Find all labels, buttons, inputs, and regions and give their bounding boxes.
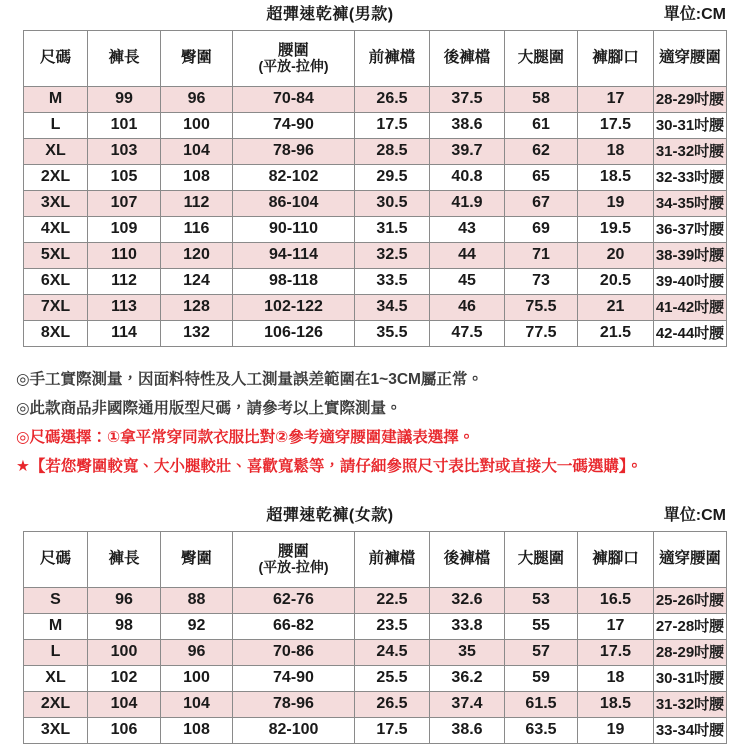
cell-value: 55 — [505, 614, 578, 640]
table-row — [24, 139, 727, 165]
cell-value: 107 — [88, 191, 161, 217]
column-header-sub-3: (平放-拉伸) — [258, 58, 329, 75]
men-chart-title: 超彈速乾褲(男款) — [266, 6, 394, 23]
cell-value: 59 — [505, 666, 578, 692]
cell-value: 116 — [161, 217, 233, 243]
cell-value: 20.5 — [578, 269, 654, 295]
cell-value: 21 — [578, 295, 654, 321]
cell-size: L — [24, 640, 88, 666]
cell-value: 113 — [88, 295, 161, 321]
cell-value: 63.5 — [505, 718, 578, 744]
cell-value: 100 — [88, 640, 161, 666]
cell-value: 57 — [505, 640, 578, 666]
column-header-1: 褲長 — [88, 532, 161, 588]
cell-value: 132 — [161, 321, 233, 347]
cell-value: 45 — [430, 269, 505, 295]
cell-size: 2XL — [24, 165, 88, 191]
cell-value: 18.5 — [578, 165, 654, 191]
cell-value: 32.6 — [430, 588, 505, 614]
table-row — [24, 588, 727, 614]
men-title-row — [0, 0, 750, 30]
women-table-body — [24, 588, 727, 744]
cell-value: 109 — [88, 217, 161, 243]
cell-value: 71 — [505, 243, 578, 269]
cell-value: 35.5 — [355, 321, 430, 347]
cell-value: 103 — [88, 139, 161, 165]
cell-value: 106 — [88, 718, 161, 744]
cell-value: 96 — [88, 588, 161, 614]
cell-value: 94-114 — [233, 243, 355, 269]
cell-value: 69 — [505, 217, 578, 243]
cell-value: 110 — [88, 243, 161, 269]
cell-value: 26.5 — [355, 692, 430, 718]
cell-value: 26.5 — [355, 87, 430, 113]
notes-block — [0, 347, 750, 478]
column-header-0: 尺碼 — [24, 532, 88, 588]
cell-value: 18 — [578, 139, 654, 165]
cell-value: 36-37吋腰 — [654, 217, 727, 243]
section-spacer — [0, 485, 750, 501]
column-header-5: 後褲檔 — [430, 532, 505, 588]
cell-value: 100 — [161, 113, 233, 139]
column-header-4: 前褲檔 — [355, 532, 430, 588]
cell-value: 17 — [578, 87, 654, 113]
cell-value: 105 — [88, 165, 161, 191]
cell-value: 74-90 — [233, 666, 355, 692]
cell-value: 33.5 — [355, 269, 430, 295]
cell-value: 124 — [161, 269, 233, 295]
cell-value: 38-39吋腰 — [654, 243, 727, 269]
cell-value: 99 — [88, 87, 161, 113]
cell-value: 46 — [430, 295, 505, 321]
table-row — [24, 165, 727, 191]
cell-size: 5XL — [24, 243, 88, 269]
cell-value: 38.6 — [430, 113, 505, 139]
cell-value: 43 — [430, 217, 505, 243]
cell-value: 38.6 — [430, 718, 505, 744]
men-table-body — [24, 87, 727, 347]
cell-value: 30.5 — [355, 191, 430, 217]
table-row — [24, 614, 727, 640]
cell-value: 32-33吋腰 — [654, 165, 727, 191]
note-line-3: ★【若您臀圍較寬、大小腿較壯、喜歡寬鬆等，請仔細參照尺寸表比對或直接大一碼選購】。 — [16, 458, 643, 475]
column-header-5: 後褲檔 — [430, 31, 505, 87]
cell-value: 28-29吋腰 — [654, 640, 727, 666]
cell-size: 2XL — [24, 692, 88, 718]
column-header-8: 適穿腰圍 — [654, 31, 727, 87]
cell-value: 90-110 — [233, 217, 355, 243]
cell-value: 17.5 — [355, 113, 430, 139]
cell-value: 33.8 — [430, 614, 505, 640]
cell-value: 61.5 — [505, 692, 578, 718]
note-line-2: ◎尺碼選擇：①拿平常穿同款衣服比對②參考適穿腰圍建議表選擇。 — [16, 429, 475, 446]
cell-value: 17.5 — [578, 113, 654, 139]
cell-value: 78-96 — [233, 139, 355, 165]
cell-value: 30-31吋腰 — [654, 113, 727, 139]
cell-value: 31-32吋腰 — [654, 139, 727, 165]
column-header-2: 臀圍 — [161, 532, 233, 588]
cell-value: 102 — [88, 666, 161, 692]
cell-value: 31-32吋腰 — [654, 692, 727, 718]
column-header-3: 腰圍 (平放-拉伸) — [233, 31, 355, 87]
cell-value: 37.5 — [430, 87, 505, 113]
cell-value: 62 — [505, 139, 578, 165]
cell-value: 96 — [161, 87, 233, 113]
cell-value: 28.5 — [355, 139, 430, 165]
men-header-row — [24, 31, 727, 87]
column-header-6: 大腿圍 — [505, 532, 578, 588]
cell-value: 39-40吋腰 — [654, 269, 727, 295]
cell-size: M — [24, 614, 88, 640]
cell-value: 66-82 — [233, 614, 355, 640]
cell-value: 82-100 — [233, 718, 355, 744]
cell-size: M — [24, 87, 88, 113]
cell-value: 65 — [505, 165, 578, 191]
cell-size: XL — [24, 139, 88, 165]
cell-value: 82-102 — [233, 165, 355, 191]
column-header-6: 大腿圍 — [505, 31, 578, 87]
cell-size: 4XL — [24, 217, 88, 243]
cell-value: 35 — [430, 640, 505, 666]
table-row — [24, 666, 727, 692]
cell-value: 98 — [88, 614, 161, 640]
women-unit-label: 單位:CM — [663, 507, 726, 524]
cell-size: 8XL — [24, 321, 88, 347]
cell-value: 86-104 — [233, 191, 355, 217]
cell-value: 21.5 — [578, 321, 654, 347]
cell-size: 7XL — [24, 295, 88, 321]
women-chart-title: 超彈速乾褲(女款) — [266, 507, 394, 524]
cell-value: 42-44吋腰 — [654, 321, 727, 347]
cell-size: 3XL — [24, 191, 88, 217]
cell-value: 25-26吋腰 — [654, 588, 727, 614]
cell-value: 18.5 — [578, 692, 654, 718]
cell-value: 32.5 — [355, 243, 430, 269]
cell-value: 78-96 — [233, 692, 355, 718]
cell-value: 34-35吋腰 — [654, 191, 727, 217]
table-row — [24, 640, 727, 666]
cell-value: 27-28吋腰 — [654, 614, 727, 640]
cell-value: 120 — [161, 243, 233, 269]
table-row — [24, 269, 727, 295]
note-line-0: ◎手工實際測量，因面料特性及人工測量誤差範圍在1~3CM屬正常。 — [16, 371, 483, 388]
cell-value: 44 — [430, 243, 505, 269]
cell-value: 108 — [161, 718, 233, 744]
table-row — [24, 243, 727, 269]
cell-size: 3XL — [24, 718, 88, 744]
note-line-1: ◎此款商品非國際通用版型尺碼，請參考以上實際測量。 — [16, 400, 402, 417]
cell-value: 108 — [161, 165, 233, 191]
cell-value: 53 — [505, 588, 578, 614]
cell-value: 92 — [161, 614, 233, 640]
cell-value: 17 — [578, 614, 654, 640]
column-header-8: 適穿腰圍 — [654, 532, 727, 588]
cell-value: 74-90 — [233, 113, 355, 139]
men-size-table — [23, 30, 727, 347]
cell-value: 33-34吋腰 — [654, 718, 727, 744]
men-unit-label: 單位:CM — [663, 6, 726, 23]
cell-value: 28-29吋腰 — [654, 87, 727, 113]
cell-value: 104 — [88, 692, 161, 718]
table-row — [24, 113, 727, 139]
cell-value: 25.5 — [355, 666, 430, 692]
column-header-7: 褲腳口 — [578, 31, 654, 87]
cell-size: 6XL — [24, 269, 88, 295]
cell-value: 40.8 — [430, 165, 505, 191]
cell-value: 100 — [161, 666, 233, 692]
cell-value: 31.5 — [355, 217, 430, 243]
column-header-3: 腰圍 (平放-拉伸) — [233, 532, 355, 588]
cell-value: 98-118 — [233, 269, 355, 295]
cell-value: 88 — [161, 588, 233, 614]
cell-value: 112 — [88, 269, 161, 295]
column-header-sub-3: (平放-拉伸) — [258, 559, 329, 576]
cell-value: 62-76 — [233, 588, 355, 614]
cell-value: 23.5 — [355, 614, 430, 640]
cell-size: XL — [24, 666, 88, 692]
cell-value: 16.5 — [578, 588, 654, 614]
cell-value: 17.5 — [355, 718, 430, 744]
cell-value: 58 — [505, 87, 578, 113]
column-header-7: 褲腳口 — [578, 532, 654, 588]
cell-size: L — [24, 113, 88, 139]
cell-value: 19 — [578, 718, 654, 744]
cell-value: 67 — [505, 191, 578, 217]
cell-value: 20 — [578, 243, 654, 269]
cell-value: 70-84 — [233, 87, 355, 113]
table-row — [24, 321, 727, 347]
cell-value: 30-31吋腰 — [654, 666, 727, 692]
women-title-row — [0, 501, 750, 531]
cell-value: 24.5 — [355, 640, 430, 666]
column-header-4: 前褲檔 — [355, 31, 430, 87]
women-header-row — [24, 532, 727, 588]
column-header-2: 臀圍 — [161, 31, 233, 87]
cell-value: 19.5 — [578, 217, 654, 243]
cell-value: 104 — [161, 139, 233, 165]
cell-value: 17.5 — [578, 640, 654, 666]
cell-value: 36.2 — [430, 666, 505, 692]
cell-value: 22.5 — [355, 588, 430, 614]
women-table-header — [24, 532, 727, 588]
cell-value: 75.5 — [505, 295, 578, 321]
cell-value: 114 — [88, 321, 161, 347]
cell-value: 102-122 — [233, 295, 355, 321]
cell-value: 39.7 — [430, 139, 505, 165]
cell-value: 104 — [161, 692, 233, 718]
cell-value: 18 — [578, 666, 654, 692]
cell-value: 41.9 — [430, 191, 505, 217]
cell-value: 37.4 — [430, 692, 505, 718]
table-row — [24, 718, 727, 744]
cell-value: 19 — [578, 191, 654, 217]
cell-size: S — [24, 588, 88, 614]
cell-value: 77.5 — [505, 321, 578, 347]
cell-value: 106-126 — [233, 321, 355, 347]
cell-value: 73 — [505, 269, 578, 295]
column-header-0: 尺碼 — [24, 31, 88, 87]
table-row — [24, 295, 727, 321]
cell-value: 47.5 — [430, 321, 505, 347]
cell-value: 128 — [161, 295, 233, 321]
cell-value: 41-42吋腰 — [654, 295, 727, 321]
table-row — [24, 692, 727, 718]
cell-value: 34.5 — [355, 295, 430, 321]
cell-value: 29.5 — [355, 165, 430, 191]
men-table-header — [24, 31, 727, 87]
table-row — [24, 87, 727, 113]
cell-value: 61 — [505, 113, 578, 139]
cell-value: 112 — [161, 191, 233, 217]
cell-value: 96 — [161, 640, 233, 666]
cell-value: 70-86 — [233, 640, 355, 666]
women-size-table — [23, 531, 727, 744]
table-row — [24, 217, 727, 243]
column-header-1: 褲長 — [88, 31, 161, 87]
cell-value: 101 — [88, 113, 161, 139]
table-row — [24, 191, 727, 217]
